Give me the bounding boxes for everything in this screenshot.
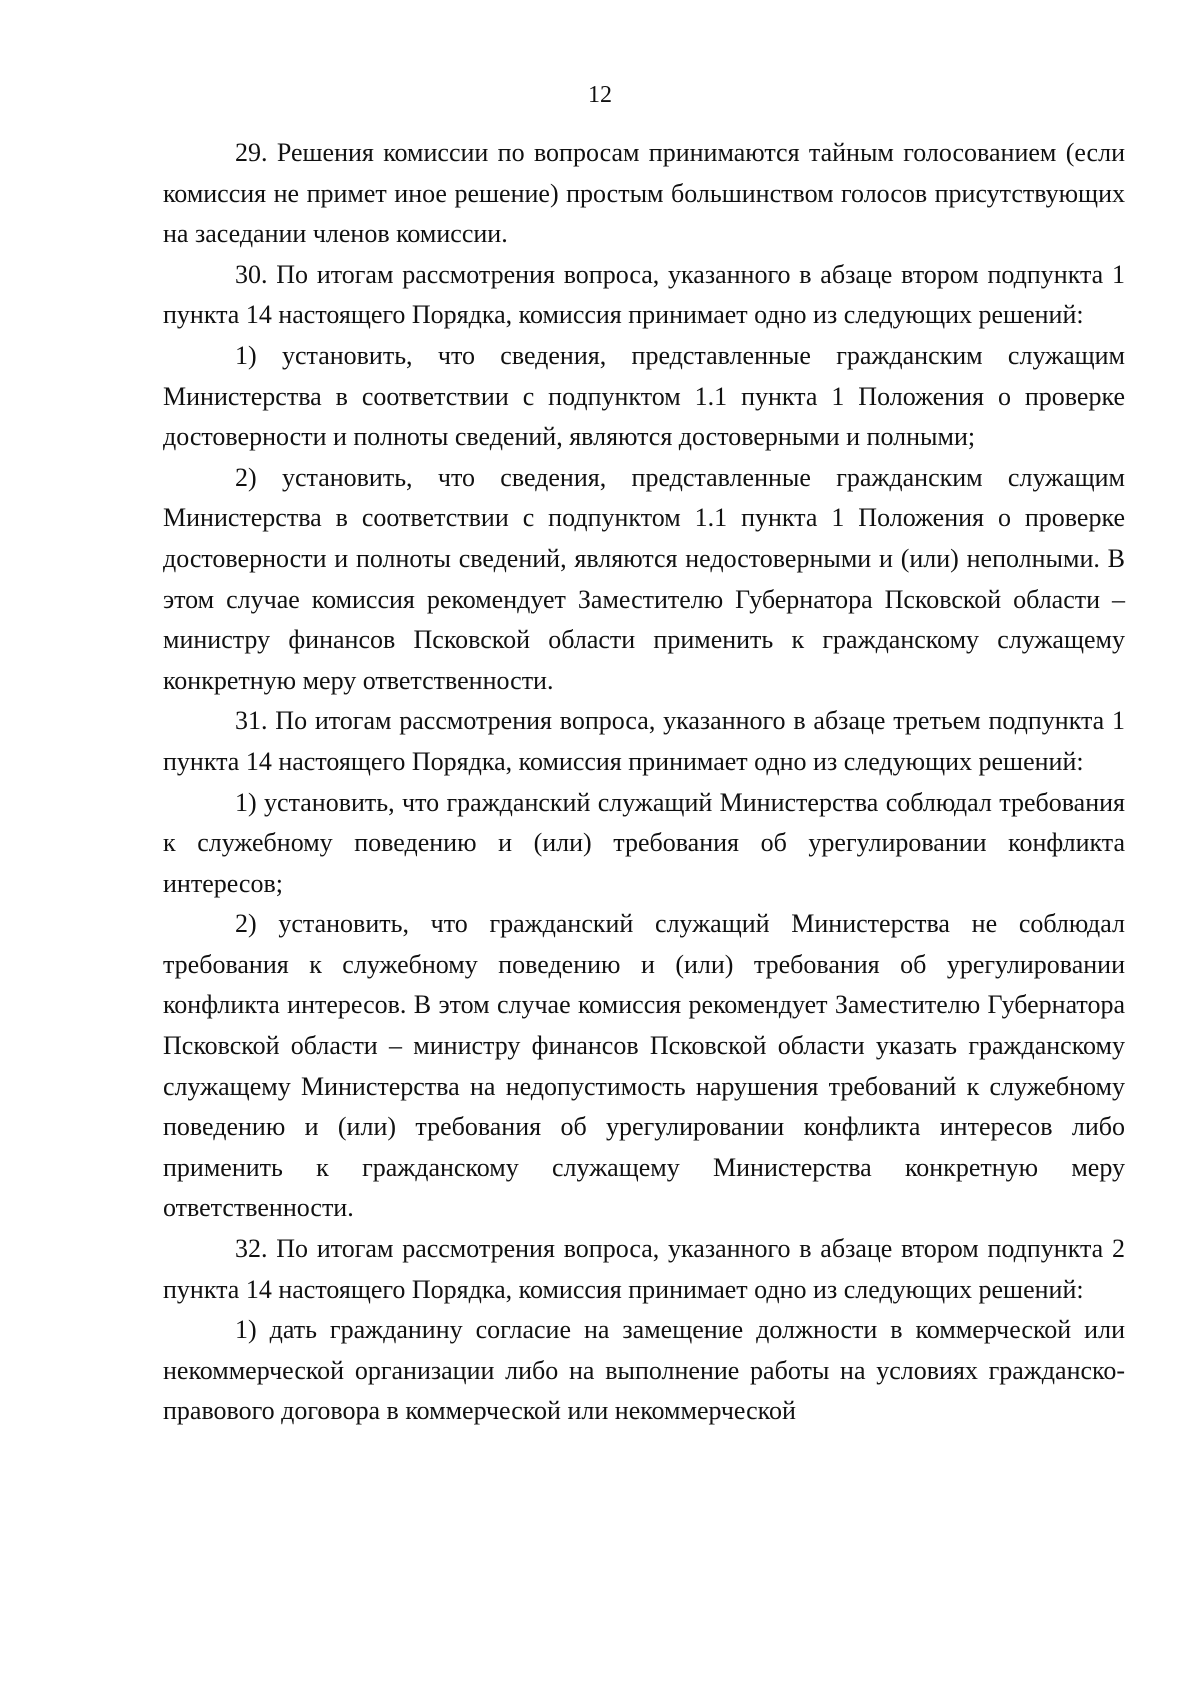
paragraph-30: 30. По итогам рассмотрения вопроса, указанного в абзаце втором подпункта 1 пункта 14 настоящего Порядка, комиссия принимает одно из следующих решений: xyxy=(163,259,1125,330)
paragraph-32-item-1: 1) дать гражданину согласие на замещение должности в коммерческой или некоммерческой организации либо на выполнение работы на условиях гражданско-правового договора в коммерческой или некоммерческой xyxy=(163,1315,1125,1426)
paragraph-30-item-1: 1) установить, что сведения, представленные гражданским служащим Министерства в соответствии с подпунктом 1.1 пункта 1 Положения о проверке достоверности и полноты сведений, являются достоверными и полными; xyxy=(163,340,1125,452)
paragraph-30-item-2: 2) установить, что сведения, представленные гражданским служащим Министерства в соответствии с подпунктом 1.1 пункта 1 Положения о проверке достоверности и полноты сведений, являются недостоверными и (или) неполными. В этом случае комиссия рекомендует Заместителю Губернатора Псковской области – министру финансов Псковской области применить к гражданскому служащему конкретную меру ответственности. xyxy=(163,462,1125,695)
paragraph-29: 29. Решения комиссии по вопросам принимаются тайным голосованием (если комиссия не примет иное решение) простым большинством голосов присутствующих на заседании членов комиссии. xyxy=(163,138,1125,249)
paragraph-31: 31. По итогам рассмотрения вопроса, указанного в абзаце третьем подпункта 1 пункта 14 настоящего Порядка, комиссия принимает одно из следующих решений: xyxy=(163,706,1125,776)
paragraph-31-item-1: 1) установить, что гражданский служащий Министерства соблюдал требования к служебному поведению и (или) требования об урегулировании конфликта интересов; xyxy=(163,787,1125,898)
paragraph-32: 32. По итогам рассмотрения вопроса, указанного в абзаце втором подпункта 2 пункта 14 настоящего Порядка, комиссия принимает одно из следующих решений: xyxy=(163,1234,1125,1304)
document-body xyxy=(163,133,1125,1432)
page-number: 12 xyxy=(588,82,612,108)
paragraph-31-item-2: 2) установить, что гражданский служащий Министерства не соблюдал требования к служебному поведению и (или) требования об урегулировании конфликта интересов. В этом случае комиссия рекомендует Заместителю Губернатора Псковской области – министру финансов Псковской области указать гражданскому служащему Министерства на недопустимость нарушения требований к служебному поведению и (или) требования об урегулировании конфликта интересов либо применить к гражданскому служащему Министерства конкретную меру ответственности. xyxy=(163,909,1125,1223)
